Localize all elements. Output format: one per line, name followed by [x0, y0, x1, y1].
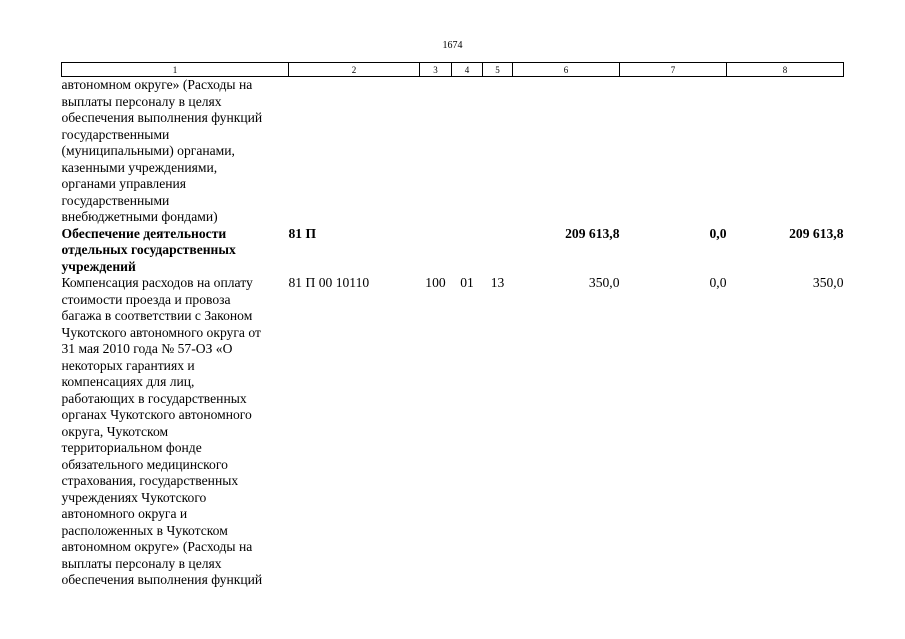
- row-name-line: Чукотского автономного округа от: [61, 324, 261, 340]
- row-name-line: работающих в государственных: [61, 390, 247, 406]
- row-name-line: автономном округе» (Расходы на: [61, 539, 253, 554]
- row-name-line: органах Чукотского автономного: [61, 407, 252, 422]
- row-name-line: учреждений: [61, 258, 136, 274]
- row-subsection: 13: [490, 275, 505, 290]
- row-name-line: страхования, государственных: [61, 473, 239, 488]
- row-name-line: некоторых гарантиях и: [61, 357, 195, 373]
- row-name-line: учреждениях Чукотского: [61, 489, 207, 505]
- row-code: 81 П: [288, 225, 317, 241]
- row-amount-col6: 350,0: [588, 275, 620, 290]
- row-amount-col8: 350,0: [812, 275, 844, 290]
- table-row: [62, 275, 844, 589]
- column-header-8: 8: [727, 63, 844, 77]
- page-number: 1674: [442, 40, 463, 51]
- row-subsection: [483, 77, 513, 226]
- row-name-line: округа, Чукотском: [61, 423, 169, 439]
- row-name-line: выплаты персоналу в целях: [61, 555, 222, 571]
- row-amount-col8: 209 613,8: [789, 225, 844, 241]
- column-header-5: 5: [483, 63, 513, 77]
- row-name-line: стоимости проезда и провоза: [61, 291, 231, 307]
- row-section: 01: [460, 275, 474, 290]
- column-header-4: 4: [452, 63, 483, 77]
- row-name-line: расположенных в Чукотском: [61, 522, 228, 538]
- row-expense-type: 100: [425, 275, 446, 290]
- row-amount-col7: 0,0: [709, 225, 727, 241]
- row-name: [62, 275, 289, 589]
- table-row: [62, 226, 844, 276]
- row-amount-col7: [620, 77, 727, 226]
- row-name-line: обеспечения выполнения функций: [61, 110, 263, 125]
- row-amount-col6: [513, 77, 620, 226]
- column-number-header: [62, 63, 844, 77]
- row-name-line: выплаты персоналу в целях: [61, 93, 222, 109]
- row-amount-col7: 0,0: [709, 275, 727, 290]
- column-header-3: 3: [420, 63, 452, 77]
- row-name-line: органами управления: [61, 176, 187, 191]
- row-name-line: (муниципальными) органами,: [61, 143, 235, 158]
- row-name-line: обязательного медицинского: [61, 456, 228, 472]
- row-name-line: автономном округе» (Расходы на: [61, 77, 253, 92]
- table-row: [62, 77, 844, 226]
- row-name-line: внебюджетными фондами): [61, 209, 218, 224]
- row-amount-col8: [727, 77, 844, 226]
- table-body: [62, 77, 844, 589]
- row-name-line: территориальном фонде: [61, 440, 202, 455]
- row-name-line: государственными: [61, 126, 170, 142]
- column-header-1: 1: [62, 63, 289, 77]
- row-subsection: [483, 226, 513, 276]
- row-section: [452, 226, 483, 276]
- row-amount-col6: 209 613,8: [565, 225, 620, 241]
- row-name-line: обеспечения выполнения функций: [61, 572, 263, 587]
- row-name: [62, 226, 289, 276]
- row-name-line: компенсациях для лиц,: [61, 374, 195, 389]
- row-name-line: государственными: [61, 192, 170, 208]
- row-name-line: автономного округа и: [61, 506, 188, 521]
- column-header-2: 2: [289, 63, 420, 77]
- row-name-line: казенными учреждениями,: [61, 159, 218, 175]
- row-name-line: Компенсация расходов на оплату: [61, 275, 253, 290]
- row-code: [289, 77, 420, 226]
- column-header-7: 7: [620, 63, 727, 77]
- row-section: [452, 77, 483, 226]
- row-name-line: 31 мая 2010 года № 57-ОЗ «О: [61, 341, 233, 356]
- row-name-line: Обеспечение деятельности: [61, 225, 227, 241]
- row-name: [62, 77, 289, 226]
- column-header-6: 6: [513, 63, 620, 77]
- row-expense-type: [420, 226, 452, 276]
- row-expense-type: [420, 77, 452, 226]
- row-name-line: отдельных государственных: [61, 242, 236, 257]
- row-name-line: багажа в соответствии с Законом: [61, 308, 253, 323]
- row-code: 81 П 00 10110: [288, 275, 370, 290]
- budget-table: [61, 62, 844, 589]
